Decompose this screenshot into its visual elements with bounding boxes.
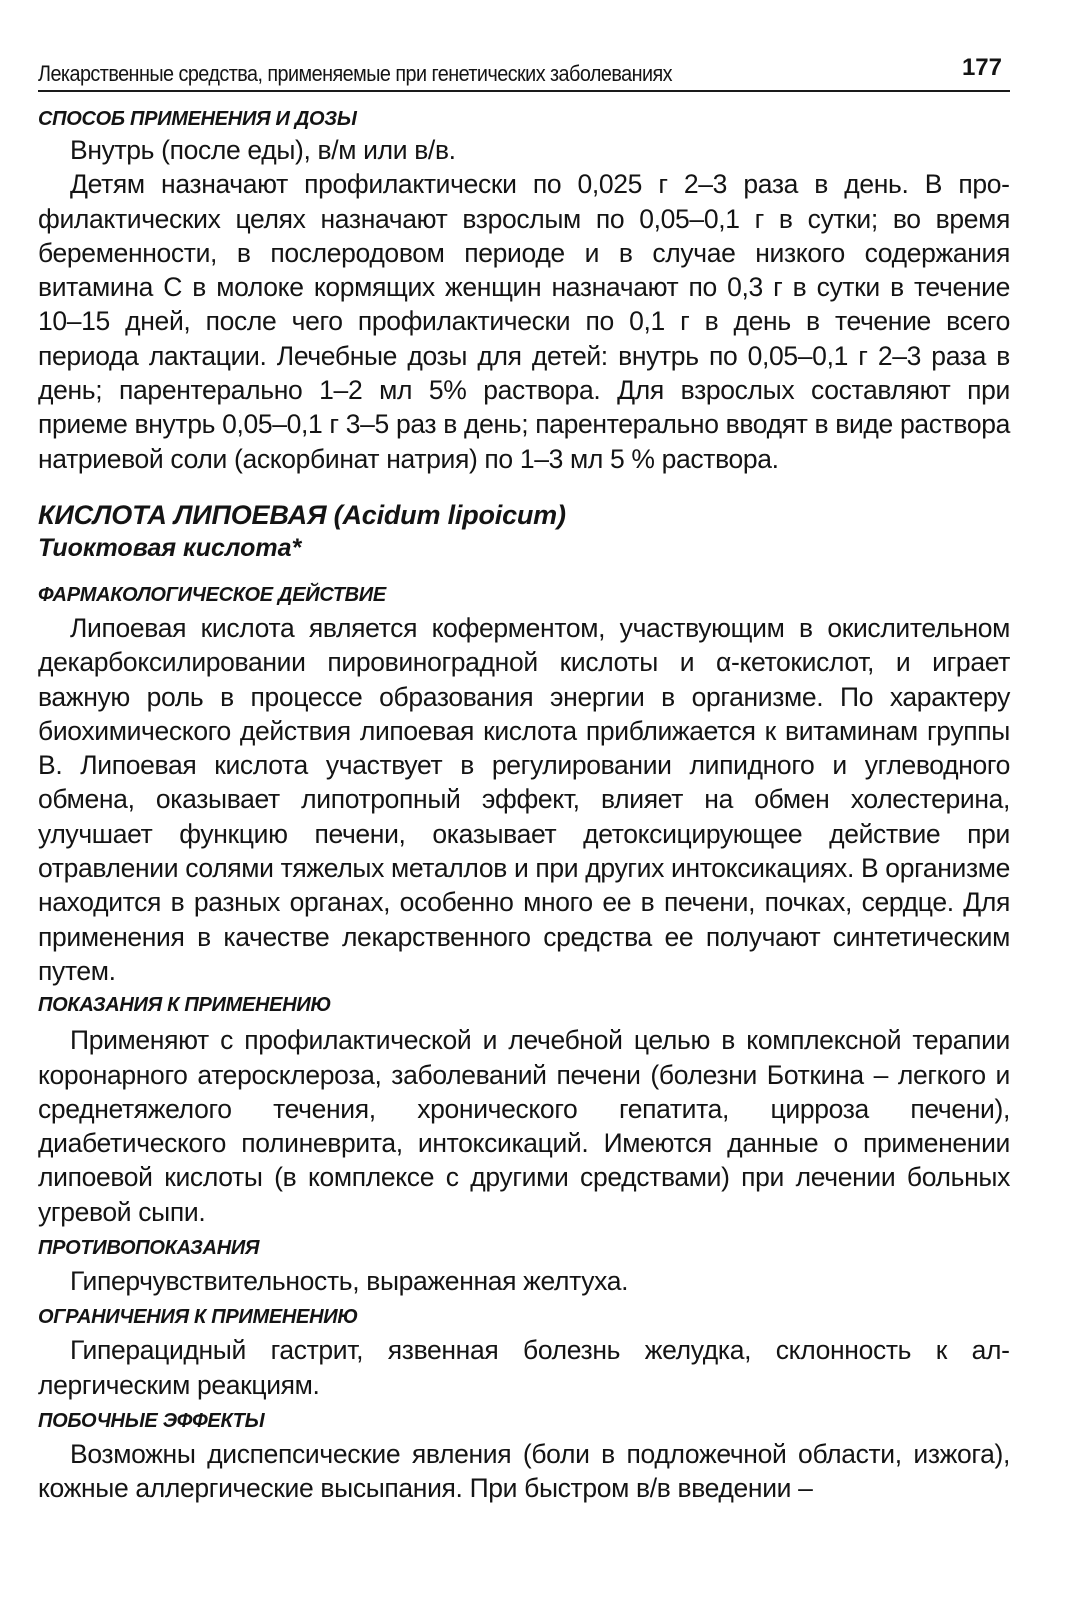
- side-effects-heading: ПОБОЧНЫЕ ЭФФЕКТЫ: [38, 1409, 265, 1432]
- dosage-route-text: Внутрь (после еды), в/м или в/в.: [70, 135, 456, 165]
- pharmacology-text: Липоевая кислота является коферментом, участвующим в окислительном декарбоксилировании пировиноградной кислоты и α-кетокислот, и играет важную роль в процессе образования энергии в организме. По характеру биохимического действия липоевая кислота приближается к витаминам группы В. Липоевая кислота участвует в регулировании липидного и углеводного обмена, оказывает липотропный эффект, влияет на обмен холестерина, улучшает функцию печени, оказывает детоксицирующее действие при отравлении солями тяжелых металлов и при других интоксикациях. В организме находится в разных органах, особенно много ее в печени, почках, сердце. Для применения в качестве лекарственного средства ее получают синтетическим путем.: [38, 612, 1011, 986]
- contraindications-heading: ПРОТИВОПОКАЗАНИЯ: [38, 1237, 260, 1260]
- side-effects-text: Возможны диспепсические явления (боли в подложечной области, изжога), кожные аллергические высыпания. При быстром в/в введении –: [38, 1438, 1010, 1504]
- indications-text: Применяют с профилактической и лечебной целью в комплексной терапии коронарного атеросклероза, заболеваний печени (болезни Боткина – легкого и среднетяжелого течения, хронического гепатита, цирроза печени), диабетического полиневрита, интоксикаций. Имеются данные о применении липоевой кислоты (в комплексе с другими средствами) при лечении больных угревой сыпи.: [38, 1025, 1010, 1227]
- pharmacology-heading: ФАРМАКОЛОГИЧЕСКОЕ ДЕЙСТВИЕ: [38, 583, 386, 606]
- limitations-heading: ОГРАНИЧЕНИЯ К ПРИМЕНЕНИЮ: [38, 1306, 358, 1329]
- indications-heading: ПОКАЗАНИЯ К ПРИМЕНЕНИЮ: [38, 994, 331, 1017]
- dosage-section: [38, 108, 1010, 476]
- drug-entry: [38, 498, 1010, 1506]
- dosage-text: Детям назначают профилактически по 0,025 г 2–3 раза в день. В профилактических целях назначают взрослым по 0,05–0,1 г в сутки; во время беременности, в послеродовом периоде и в случае низкого содержания витамина С в молоке кормящих женщин назначают по 0,3 г в сутки в течение 10–15 дней, после чего профилактически по 0,1 г в день в течение всего периода лактации. Лечебные дозы для детей: внутрь по 0,05–0,1 г 2–3 раза в день; парентерально 1–2 мл 5% раствора. Для взрослых составляют при приеме внутрь 0,05–0,1 г 3–5 раз в день; парентерально вводят в виде раствора натриевой соли (аскорбинат натрия) по 1–3 мл 5 % раствора.: [38, 169, 1010, 474]
- drug-title: КИСЛОТА ЛИПОЕВАЯ (Acidum lipoicum): [38, 499, 566, 530]
- drug-synonym: Тиоктовая кислота*: [38, 533, 302, 562]
- running-title: Лекарственные средства, применяемые при генетических заболеваниях: [38, 61, 673, 86]
- running-header: [38, 40, 1010, 92]
- book-page: [38, 40, 1010, 1506]
- dosage-heading: СПОСОБ ПРИМЕНЕНИЯ И ДОЗЫ: [38, 108, 357, 130]
- contraindications-text: Гиперчувствительность, выраженная желтуха.: [70, 1266, 629, 1297]
- limitations-text: Гиперацидный гастрит, язвенная болезнь желудка, склонность к аллергическим реакциям.: [38, 1335, 1010, 1400]
- page-number: 177: [961, 54, 1002, 81]
